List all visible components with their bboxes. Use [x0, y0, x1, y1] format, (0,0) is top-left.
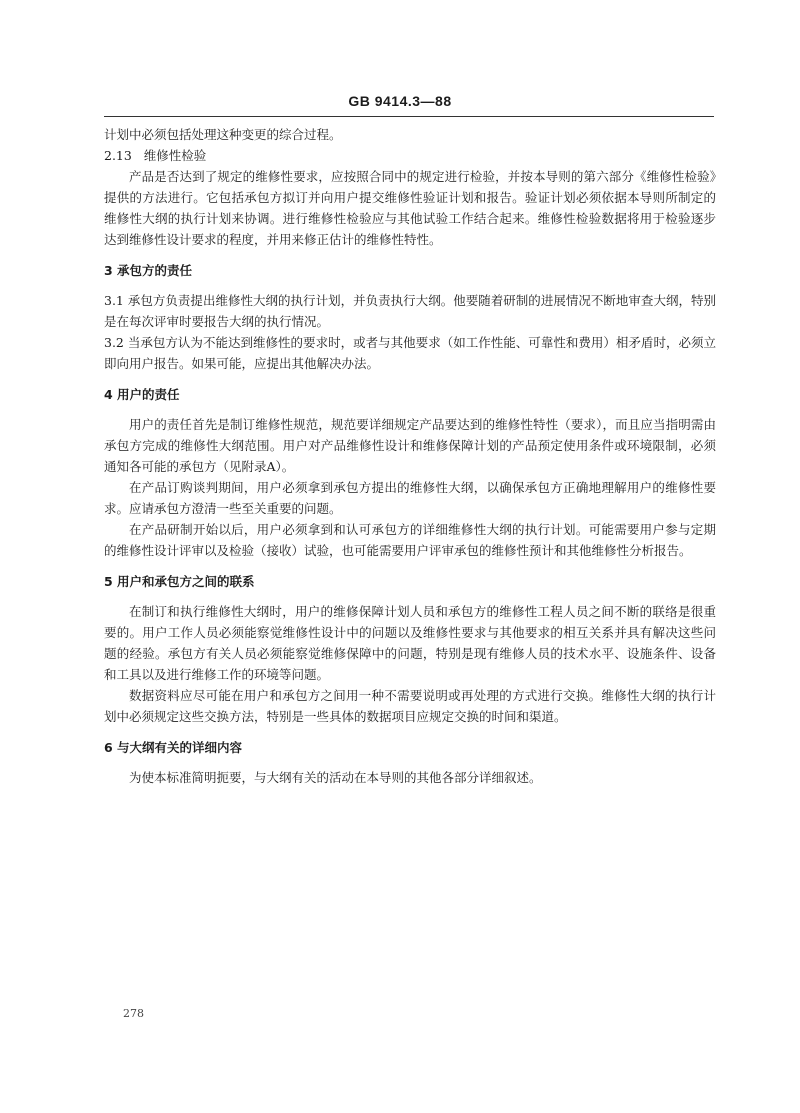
header-rule	[104, 116, 714, 117]
subsection-title: 维修性检验	[143, 148, 207, 163]
section-5-paragraph: 数据资料应尽可能在用户和承包方之间用一种不需要说明或再处理的方式进行交换。维修性大纲的执行计划中必须规定这些交换方法，特别是一些具体的数据项目应规定交换的时间和渠道。	[104, 688, 716, 724]
clause-3-1: 3.1 承包方负责提出维修性大纲的执行计划，并负责执行大纲。他要随着研制的进展情况不断地审查大纲，特别是在每次评审时要报告大纲的执行情况。	[104, 293, 716, 329]
section-5-paragraph: 在制订和执行维修性大纲时，用户的维修保障计划人员和承包方的维修性工程人员之间不断的联络是很重要的。用户工作人员必须能察觉维修性设计中的问题以及维修性要求与其他要求的相互关系并具有解决这些问题的经验。承包方有关人员必须能察觉维修保障中的问题，特别是现有维修人员的技术水平、设施条件、设备和工具以及进行维修工作的环境等问题。	[104, 604, 716, 682]
document-code-header: GB 9414.3—88	[348, 93, 452, 109]
subsection-2-13-heading	[104, 145, 716, 166]
subsection-number: 2.13	[104, 148, 132, 163]
section-4-heading: 4 用户的责任	[104, 387, 180, 402]
section-4-paragraph: 在产品订购谈判期间，用户必须拿到承包方提出的维修性大纲，以确保承包方正确地理解用户的维修性要求。应请承包方澄清一些至关重要的问题。	[104, 480, 716, 516]
continuation-paragraph: 计划中必须包括处理这种变更的综合过程。	[104, 127, 342, 142]
section-6-heading: 6 与大纲有关的详细内容	[104, 740, 243, 755]
section-4-paragraph: 在产品研制开始以后，用户必须拿到和认可承包方的详细维修性大纲的执行计划。可能需要用户参与定期的维修性设计评审以及检验（接收）试验，也可能需要用户评审承包的维修性预计和其他维修性分析报告。	[104, 522, 716, 558]
section-5-heading: 5 用户和承包方之间的联系	[104, 574, 255, 589]
page-number: 278	[123, 1007, 144, 1020]
section-4-paragraph: 用户的责任首先是制订维修性规范，规范要详细规定产品要达到的维修性特性（要求），而且应当指明需由承包方完成的维修性大纲范围。用户对产品维修性设计和维修保障计划的产品预定使用条件或环境限制，必须通知各可能的承包方（见附录A）。	[104, 417, 716, 474]
page-content	[104, 124, 716, 788]
subsection-2-13-paragraph: 产品是否达到了规定的维修性要求，应按照合同中的规定进行检验，并按本导则的第六部分《维修性检验》提供的方法进行。它包括承包方拟订并向用户提交维修性验证计划和报告。验证计划必须依据本导则所制定的维修性大纲的执行计划来协调。进行维修性检验应与其他试验工作结合起来。维修性检验数据将用于检验逐步达到维修性设计要求的程度，并用来修正估计的维修性特性。	[104, 169, 716, 247]
section-6-paragraph: 为使本标准简明扼要，与大纲有关的活动在本导则的其他各部分详细叙述。	[129, 770, 542, 785]
clause-3-2: 3.2 当承包方认为不能达到维修性的要求时，或者与其他要求（如工作性能、可靠性和费用）相矛盾时，必须立即向用户报告。如果可能，应提出其他解决办法。	[104, 335, 716, 371]
section-3-heading: 3 承包方的责任	[104, 263, 193, 278]
